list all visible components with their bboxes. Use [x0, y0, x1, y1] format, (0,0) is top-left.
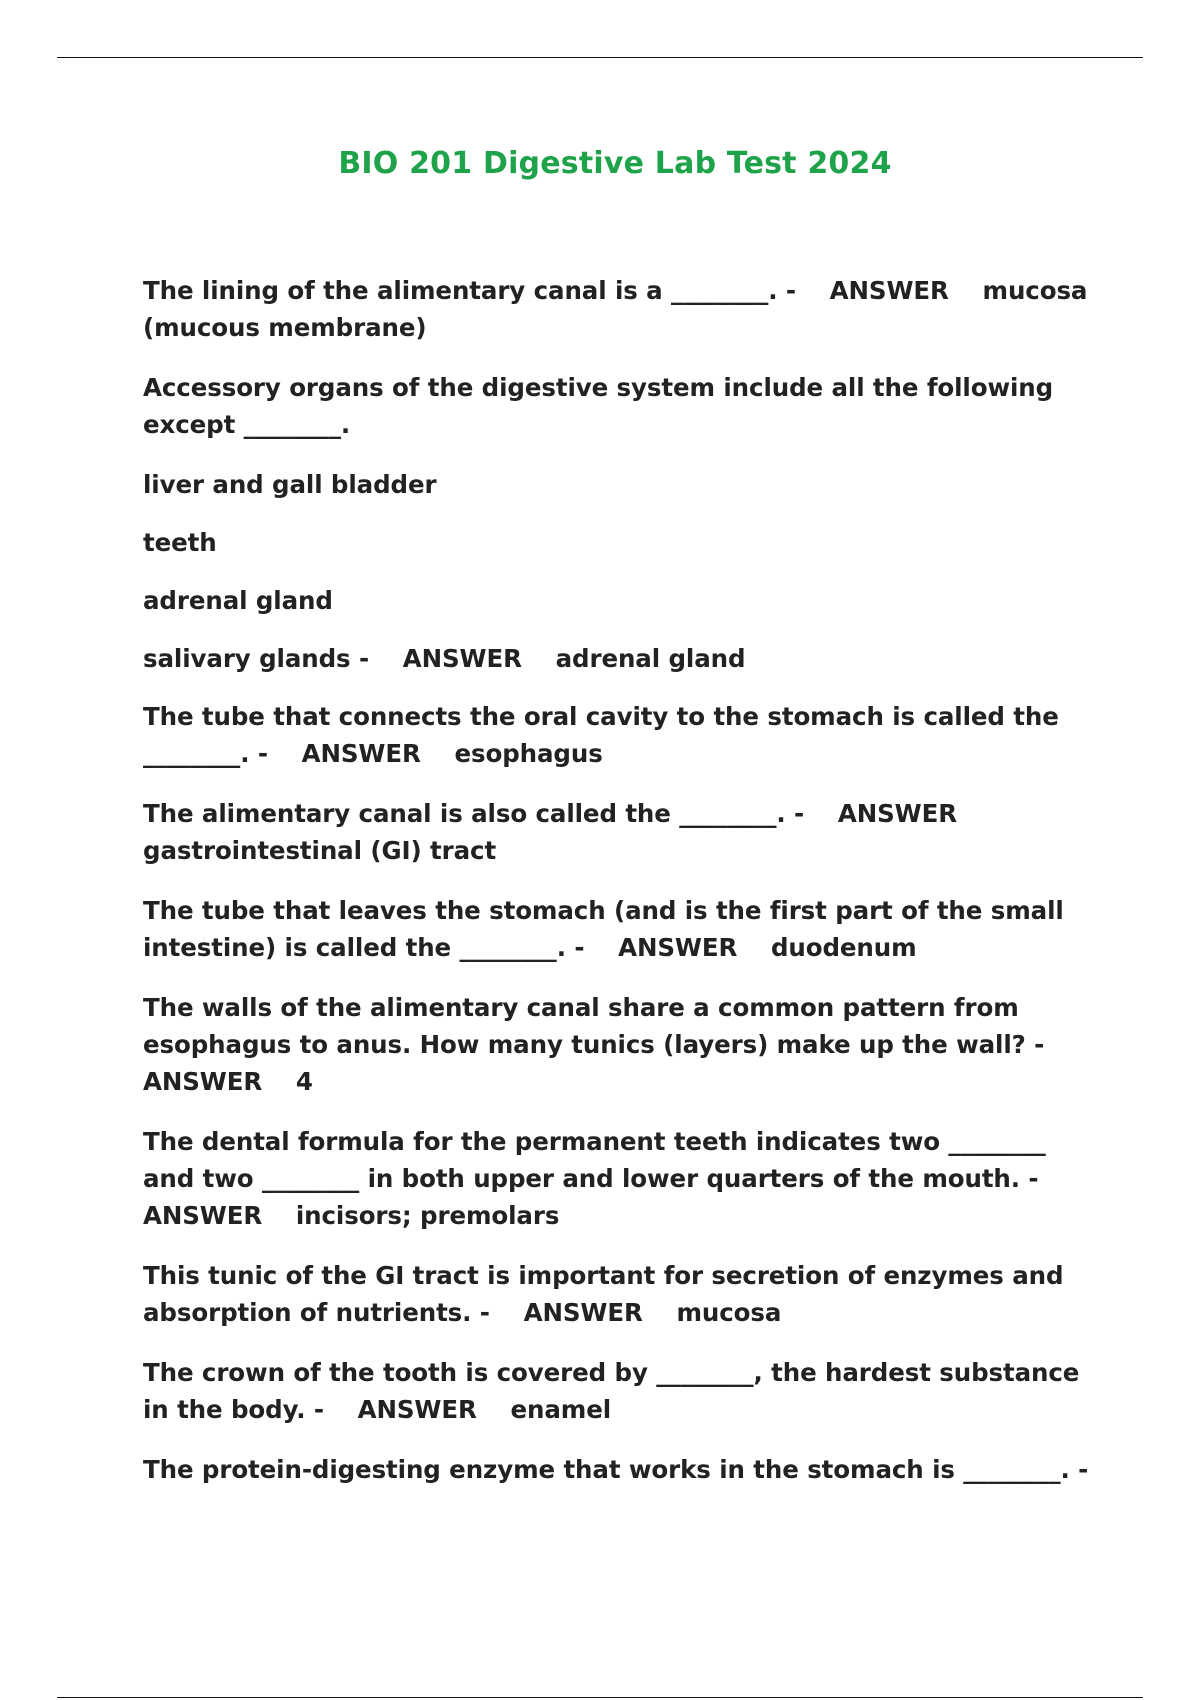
top-rule — [57, 57, 1143, 58]
question-10: The protein-digesting enzyme that works in the stomach is ________. - — [143, 1455, 1089, 1484]
question-6: The walls of the alimentary canal share a common pattern from esophagus to anus. How many tunics (layers) make up the wall? - ANSWER 4 — [143, 993, 1053, 1096]
question-2: Accessory organs of the digestive system include all the following except ________. — [143, 373, 1062, 439]
question-1: The lining of the alimentary canal is a ________. - ANSWER mucosa (mucous membrane) — [143, 276, 1096, 342]
option-teeth: teeth — [143, 528, 217, 557]
option-salivary-answer: salivary glands - ANSWER adrenal gland — [143, 644, 746, 673]
question-list — [143, 272, 1096, 1511]
document-title: BIO 201 Digestive Lab Test 2024 — [338, 146, 892, 181]
option-liver: liver and gall bladder — [143, 470, 437, 499]
question-9: The crown of the tooth is covered by ________, the hardest substance in the body. - ANSWER enamel — [143, 1358, 1088, 1424]
bottom-rule — [57, 1697, 1143, 1698]
question-3: The tube that connects the oral cavity to the stomach is called the ________. - ANSWER esophagus — [143, 702, 1068, 768]
option-adrenal: adrenal gland — [143, 586, 333, 615]
question-4: The alimentary canal is also called the ________. - ANSWER gastrointestinal (GI) tract — [143, 799, 991, 865]
question-7: The dental formula for the permanent teeth indicates two ________ and two ________ in both upper and lower quarters of the mouth. - ANSWER incisors; premolars — [143, 1127, 1055, 1230]
question-5: The tube that leaves the stomach (and is the first part of the small intestine) is called the ________. - ANSWER duodenum — [143, 896, 1073, 962]
question-8: This tunic of the GI tract is important for secretion of enzymes and absorption of nutrients. - ANSWER mucosa — [143, 1261, 1072, 1327]
